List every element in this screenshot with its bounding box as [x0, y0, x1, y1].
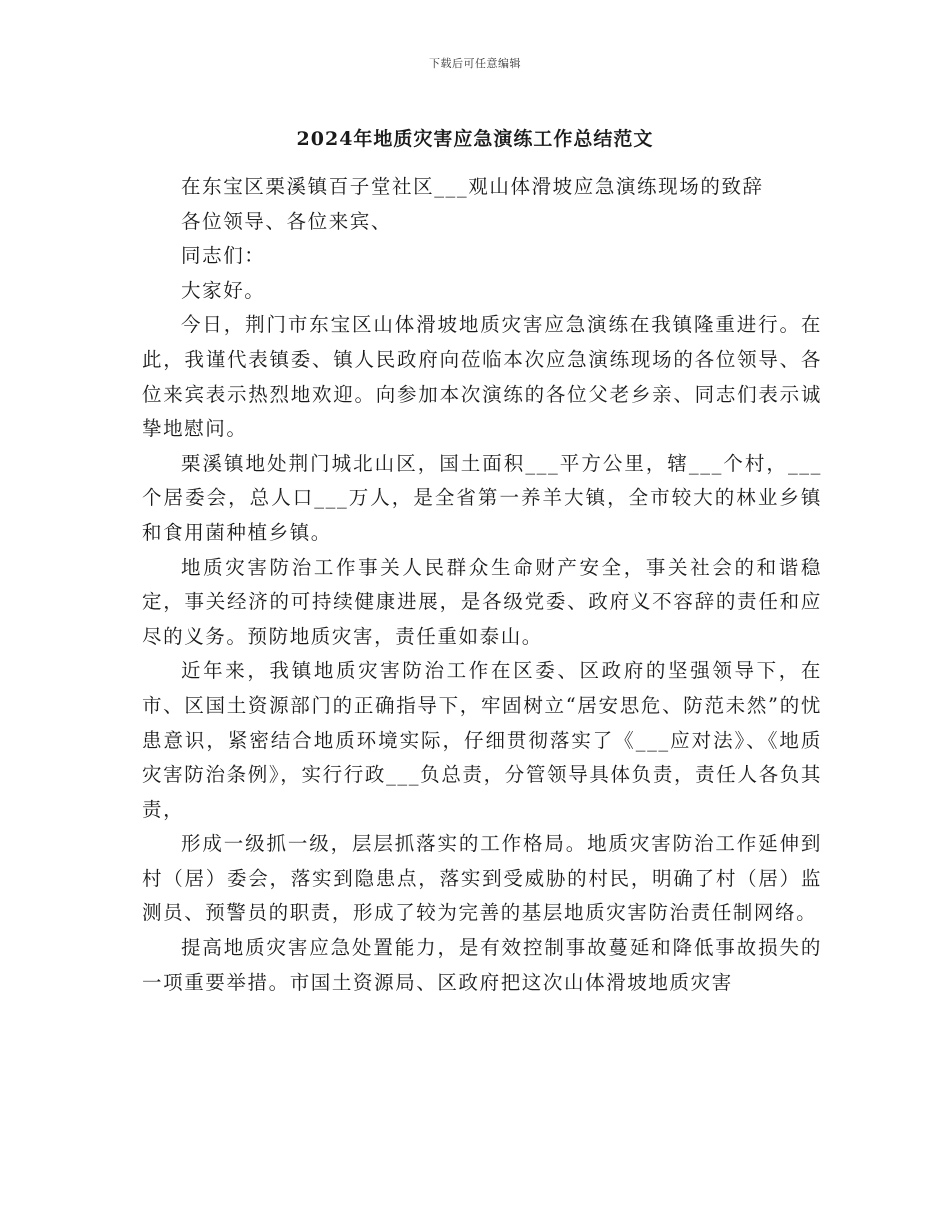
document-body — [142, 170, 822, 1000]
paragraph-welcome: 今日，荆门市东宝区山体滑坡地质灾害应急演练在我镇隆重进行。在此，我谨代表镇委、镇人民政府向莅临本次应急演练现场的各位领导、各位来宾表示热烈地欢迎。向参加本次演练的各位父老乡亲、同志们表示诚挚地慰问。 — [142, 313, 822, 441]
paragraph-recent-work: 近年来，我镇地质灾害防治工作在区委、区政府的坚强领导下，在市、区国土资源部门的正确指导下，牢固树立“居安思危、防范未然”的忧患意识，紧密结合地质环境实际，仔细贯彻落实了《___应对法》、《地质灾害防治条例》，实行行政___负总责，分管领导具体负责，责任人各负其责， — [142, 659, 822, 821]
paragraph-importance: 地质灾害防治工作事关人民群众生命财产安全，事关社会的和谐稳定，事关经济的可持续健康进展，是各级党委、政府义不容辞的责任和应尽的义务。预防地质灾害，责任重如泰山。 — [142, 555, 822, 648]
header-note: 下载后可任意编辑 — [429, 57, 521, 70]
paragraph-responsibility-network: 形成一级抓一级，层层抓落实的工作格局。地质灾害防治工作延伸到村（居）委会，落实到隐患点，落实到受威胁的村民，明确了村（居）监测员、预警员的职责，形成了较为完善的基层地质灾害防治责任制网络。 — [142, 832, 822, 925]
paragraph-occasion: 在东宝区栗溪镇百子堂社区___观山体滑坡应急演练现场的致辞 — [181, 175, 764, 198]
document-title: 2024年地质灾害应急演练工作总结范文 — [296, 128, 654, 150]
paragraph-salutation-comrades: 同志们： — [181, 244, 266, 268]
paragraph-town-intro: 栗溪镇地处荆门城北山区，国土面积___平方公里，辖___个村，___个居委会，总人口___万人，是全省第一养羊大镇，全市较大的林业乡镇和食用菌种植乡镇。 — [142, 451, 822, 544]
paragraph-salutation: 各位领导、各位来宾、 — [181, 209, 393, 233]
paragraph-emergency-capacity: 提高地质灾害应急处置能力，是有效控制事故蔓延和降低事故损失的一项重要举措。市国土资源局、区政府把这次山体滑坡地质灾害 — [142, 936, 822, 994]
paragraph-greeting: 大家好。 — [181, 278, 266, 302]
